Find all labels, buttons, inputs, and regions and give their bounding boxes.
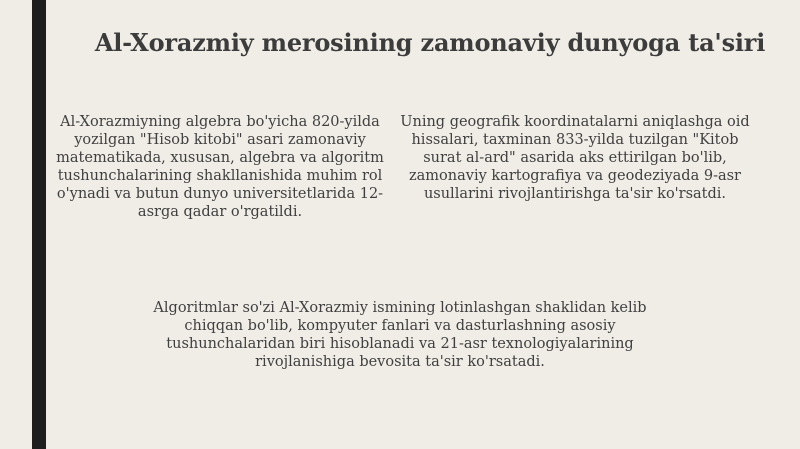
paragraph-geography: Uning geografik koordinatalarni aniqlashga oid hissalari, taxminan 833-yilda tuzilgan "Kitob surat al-ard" asarida aks ettirilgan bo'lib, zamonaviy kartografiya va geodeziyada 9-asr usullarini rivojlantirishga ta'sir ko'rsatdi. bbox=[400, 114, 750, 202]
paragraph-algorithms: Algoritmlar so'zi Al-Xorazmiy ismining lotinlashgan shaklidan kelib chiqqan bo'lib, kompyuter fanlari va dasturlashning asosiy tushunchalaridan biri hisoblanadi va 21-asr texnologiyalarining rivojlanishiga bevosita ta'sir ko'rsatadi. bbox=[153, 300, 647, 370]
side-accent-bar bbox=[32, 0, 46, 449]
slide-title: Al-Xorazmiy merosining zamonaviy dunyoga ta'siri bbox=[94, 28, 766, 57]
paragraph-algebra: Al-Xorazmiyning algebra bo'yicha 820-yilda yozilgan "Hisob kitobi" asari zamonaviy matematikada, xususan, algebra va algoritm tushunchalarining shakllanishida muhim rol o'ynadi va butun dunyo universitetlarida 12-asrga qadar o'rgatildi. bbox=[56, 114, 384, 220]
